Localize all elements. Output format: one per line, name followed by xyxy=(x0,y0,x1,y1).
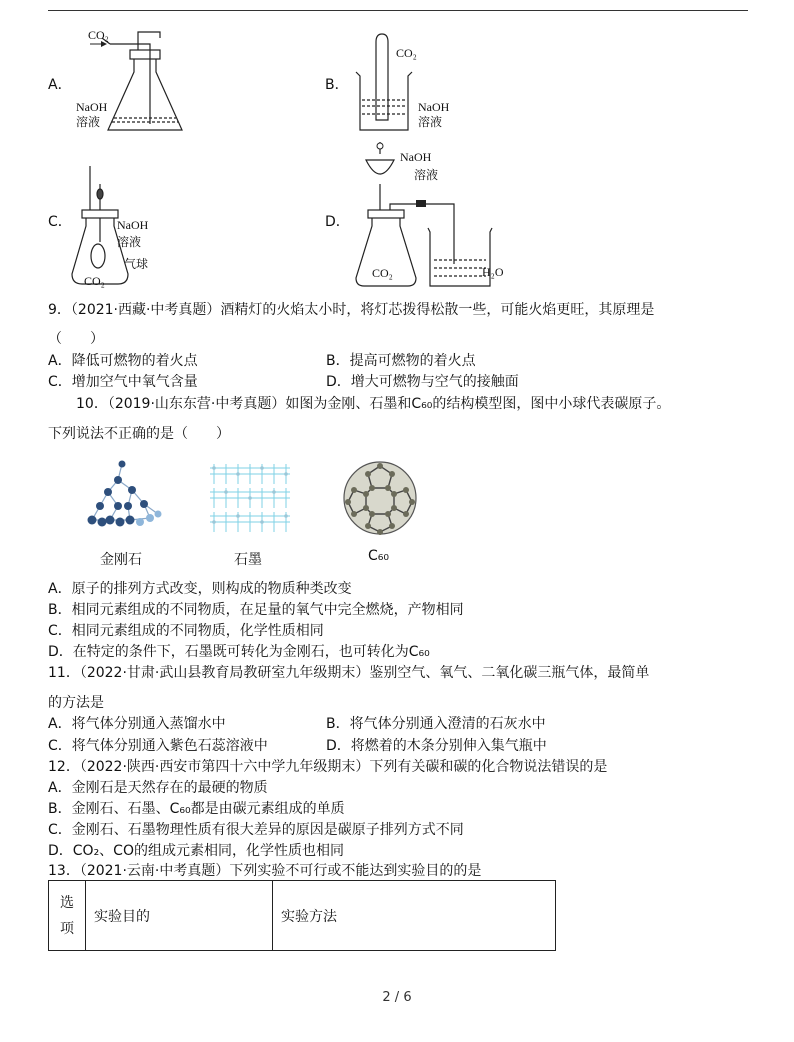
option-b-label: B． xyxy=(325,77,349,93)
apparatus-c-reagent-2: 溶液 xyxy=(117,235,142,249)
table-header-method: 实验方法 xyxy=(273,881,556,951)
q11-option-b: B．将气体分别通入澄清的石灰水中 xyxy=(326,716,546,732)
c60-caption: C₆₀ xyxy=(368,548,389,564)
option-d-label: D． xyxy=(325,214,350,230)
q11-stem-2: 的方法是 xyxy=(48,695,104,711)
apparatus-d-reagent: NaOH xyxy=(400,150,432,164)
q10-option-d: D．在特定的条件下，石墨既可转化为金刚石，也可转化为C₆₀ xyxy=(48,644,430,660)
table-header-option: 选项 xyxy=(49,881,86,951)
q9-paren: （ ） xyxy=(48,331,104,347)
c60-structure-image xyxy=(338,456,422,540)
q9-stem: 9．（2021·西藏·中考真题）酒精灯的火焰太小时，将灯芯拨得松散一些，可能火焰更旺，其原理是 xyxy=(48,302,655,318)
apparatus-b-reagent-2: 溶液 xyxy=(418,115,443,129)
apparatus-c-gas: CO₂ xyxy=(84,274,105,288)
q12-option-a: A．金刚石是天然存在的最硬的物质 xyxy=(48,780,268,796)
apparatus-c-reagent: NaOH xyxy=(117,218,149,232)
q10-option-c: C．相同元素组成的不同物质，化学性质相同 xyxy=(48,623,324,639)
q9-option-d: D．增大可燃物与空气的接触面 xyxy=(326,374,519,390)
q10-option-b: B．相同元素组成的不同物质，在足量的氧气中完全燃烧，产物相同 xyxy=(48,602,464,618)
q12-option-b: B．金刚石、石墨、C₆₀都是由碳元素组成的单质 xyxy=(48,801,345,817)
q10-stem-2: 下列说法不正确的是（ ） xyxy=(48,426,230,442)
graphite-structure-image xyxy=(206,460,294,536)
option-a-label: A． xyxy=(48,77,72,93)
diamond-caption: 金刚石 xyxy=(100,552,142,568)
top-rule xyxy=(48,10,748,11)
q9-option-a: A．降低可燃物的着火点 xyxy=(48,353,198,369)
apparatus-b-reagent: NaOH xyxy=(418,100,450,114)
table-header-purpose: 实验目的 xyxy=(86,881,273,951)
q11-option-a: A．将气体分别通入蒸馏水中 xyxy=(48,716,226,732)
q12-option-d: D．CO₂、CO的组成元素相同，化学性质也相同 xyxy=(48,843,344,859)
q10-option-a: A．原子的排列方式改变，则构成的物质种类改变 xyxy=(48,581,352,597)
q12-option-c: C．金刚石、石墨物理性质有很大差异的原因是碳原子排列方式不同 xyxy=(48,822,464,838)
option-c-label: C． xyxy=(48,214,72,230)
q13-table xyxy=(48,880,556,951)
apparatus-c-balloon: 气球 xyxy=(124,257,149,271)
page-number: 2 / 6 xyxy=(382,990,412,1005)
q10-stem: 10．（2019·山东东营·中考真题）如图为金刚、石墨和C₆₀的结构模型图，图中小球代表碳原子。 xyxy=(76,396,671,412)
q13-stem: 13．（2021·云南·中考真题）下列实验不可行或不能达到实验目的的是 xyxy=(48,863,482,879)
apparatus-a-reagent: NaOH xyxy=(76,100,108,114)
q11-option-d: D．将燃着的木条分别伸入集气瓶中 xyxy=(326,738,547,754)
apparatus-b-gas: CO₂ xyxy=(396,46,417,60)
q9-option-c: C．增加空气中氧气含量 xyxy=(48,374,198,390)
q12-stem: 12．（2022·陕西·西安市第四十六中学九年级期末）下列有关碳和碳的化合物说法错误的是 xyxy=(48,759,608,775)
diamond-structure-image xyxy=(78,460,168,532)
graphite-caption: 石墨 xyxy=(234,552,262,568)
apparatus-d-reagent-2: 溶液 xyxy=(414,168,439,182)
apparatus-d-water: H₂O xyxy=(482,265,504,279)
apparatus-d-gas: CO₂ xyxy=(372,266,393,280)
q11-stem: 11．（2022·甘肃·武山县教育局教研室九年级期末）鉴别空气、氧气、二氧化碳三瓶气体，最简单 xyxy=(48,665,650,681)
q9-option-b: B．提高可燃物的着火点 xyxy=(326,353,476,369)
apparatus-a-gas: CO₂ xyxy=(88,28,109,42)
q11-option-c: C．将气体分别通入紫色石蕊溶液中 xyxy=(48,738,268,754)
apparatus-a-reagent-2: 溶液 xyxy=(76,115,101,129)
